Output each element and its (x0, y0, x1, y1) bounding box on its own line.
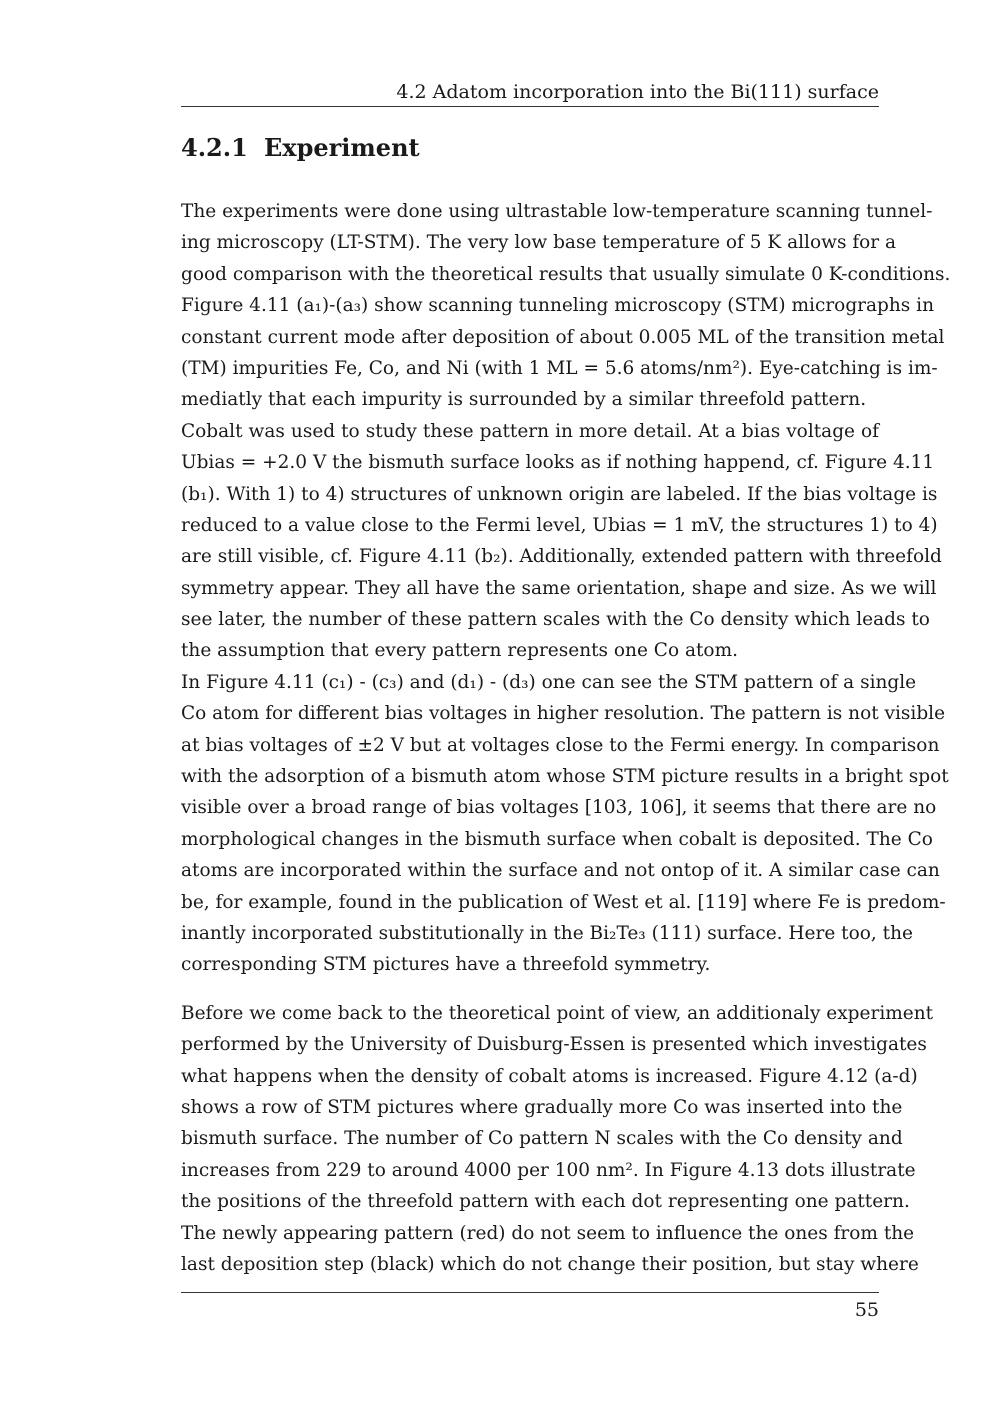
text-line: increases from 229 to around 4000 per 100 nm². In Figure 4.13 dots illustrate (181, 1159, 916, 1181)
text-line: ing microscopy (LT-STM). The very low base temperature of 5 K allows for a (181, 232, 897, 254)
text-line: see later, the number of these pattern scales with the Co density which leads to (181, 609, 930, 631)
text-line: Cobalt was used to study these pattern in more detail. At a bias voltage of (181, 420, 879, 442)
text-line: what happens when the density of cobalt atoms is increased. Figure 4.12 (a-d) (181, 1065, 918, 1087)
text-line: (b₁). With 1) to 4) structures of unknown origin are labeled. If the bias voltage is (181, 483, 938, 505)
text-line: at bias voltages of ±2 V but at voltages close to the Fermi energy. In comparison (181, 734, 940, 756)
text-line: are still visible, cf. Figure 4.11 (b₂). Additionally, extended pattern with threefold (181, 546, 942, 568)
paragraph-spacer (181, 981, 879, 998)
paragraph-1 (181, 196, 951, 981)
text-line: bismuth surface. The number of Co pattern N scales with the Co density and (181, 1128, 903, 1150)
text-line: reduced to a value close to the Fermi level, Ubias = 1 mV, the structures 1) to 4) (181, 514, 938, 536)
running-head: 4.2 Adatom incorporation into the Bi(111) surface (396, 81, 879, 103)
section-heading (181, 133, 420, 163)
text-line: constant current mode after deposition of about 0.005 ML of the transition metal (181, 326, 945, 348)
text-line: In Figure 4.11 (c₁) - (c₃) and (d₁) - (d₃) one can see the STM pattern of a single (181, 671, 917, 693)
text-line: atoms are incorporated within the surface and not ontop of it. A similar case can (181, 860, 940, 882)
text-line: The newly appearing pattern (red) do not seem to influence the ones from the (181, 1222, 915, 1244)
text-line: (TM) impurities Fe, Co, and Ni (with 1 ML = 5.6 atoms/nm²). Eye-catching is im- (181, 357, 938, 379)
text-line: be, for example, found in the publication of West et al. [119] where Fe is predom- (181, 891, 946, 913)
text-line: the positions of the threefold pattern with each dot representing one pattern. (181, 1191, 910, 1213)
text-line: with the adsorption of a bismuth atom whose STM picture results in a bright spot (181, 766, 949, 788)
text-line: good comparison with the theoretical results that usually simulate 0 K-conditions. (181, 263, 951, 285)
text-line: visible over a broad range of bias voltages [103, 106], it seems that there are no (181, 797, 937, 819)
section-title: Experiment (264, 133, 420, 162)
paragraph-2 (181, 998, 934, 1281)
text-line: corresponding STM pictures have a threefold symmetry. (181, 954, 711, 976)
text-line: Figure 4.11 (a₁)-(a₃) show scanning tunneling microscopy (STM) micrographs in (181, 295, 934, 317)
section-number: 4.2.1 (181, 133, 248, 162)
text-line: symmetry appear. They all have the same orientation, shape and size. As we will (181, 577, 937, 599)
header-rule (181, 106, 879, 107)
body-text (181, 196, 951, 1280)
text-line: morphological changes in the bismuth surface when cobalt is deposited. The Co (181, 828, 933, 850)
footer-rule (181, 1292, 879, 1293)
text-line: Co atom for different bias voltages in higher resolution. The pattern is not visible (181, 703, 946, 725)
text-line: the assumption that every pattern represents one Co atom. (181, 640, 738, 662)
text-line: The experiments were done using ultrastable low-temperature scanning tunnel- (181, 201, 933, 222)
page-number: 55 (854, 1299, 879, 1321)
text-line: inantly incorporated substitutionally in the Bi₂Te₃ (111) surface. Here too, the (181, 922, 913, 944)
text-line: Before we come back to the theoretical point of view, an additionaly experiment (181, 1002, 934, 1024)
text-line: Ubias = +2.0 V the bismuth surface looks as if nothing happend, cf. Figure 4.11 (181, 452, 935, 474)
text-line: shows a row of STM pictures where gradually more Co was inserted into the (181, 1096, 903, 1118)
text-line: mediatly that each impurity is surrounded by a similar threefold pattern. (181, 389, 867, 411)
text-line: last deposition step (black) which do not change their position, but stay where (181, 1253, 919, 1275)
text-line: performed by the University of Duisburg-Essen is presented which investigates (181, 1034, 927, 1056)
